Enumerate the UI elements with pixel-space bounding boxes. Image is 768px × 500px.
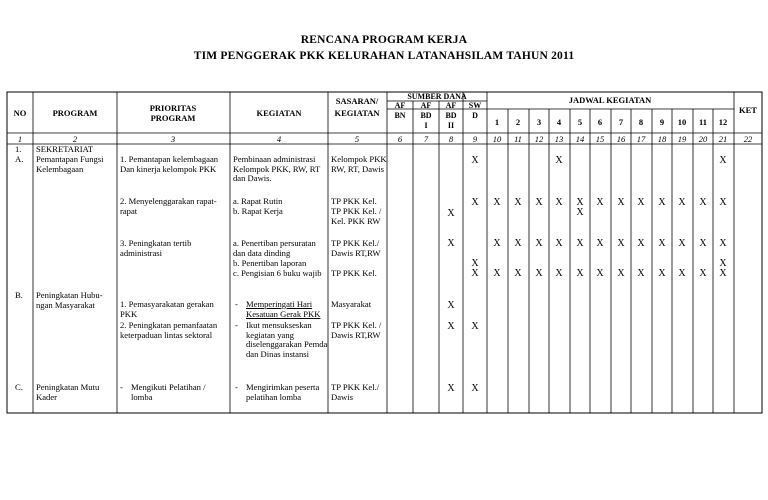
month-label: 7 (618, 117, 624, 127)
header-sasaran-kegiatan: KEGIATAN (334, 108, 380, 118)
month-label: 2 (515, 117, 521, 127)
header-sumber-dana: SUMBER DANA (407, 92, 467, 101)
column-number: 13 (554, 134, 564, 144)
schedule-mark: X (719, 155, 727, 166)
program-sekretariat: SEKRETARIAT (36, 144, 94, 154)
header-bd-i: I (424, 121, 428, 130)
schedule-mark: X (493, 268, 501, 279)
document-subtitle: TIM PENGGERAK PKK KELURAHAN LATANAHSILAM TAHUN 2011 (193, 50, 575, 62)
header-bd-2: BD (445, 111, 457, 120)
schedule-mark: X (555, 238, 563, 249)
column-number: 19 (677, 134, 687, 144)
header-ket: KET (739, 105, 757, 115)
sasaran-a2-1: TP PKK Kel. (331, 196, 377, 206)
schedule-mark: X (678, 197, 686, 208)
kegiatan-a1: Pembinaan administrasi Kelompok PKK, RW, RT dan Dawis. (233, 154, 321, 184)
schedule-mark: X (637, 238, 645, 249)
schedule-mark: X (658, 197, 666, 208)
month-label: 12 (718, 117, 728, 127)
schedule-mark: X (555, 155, 563, 166)
column-number: 14 (575, 134, 585, 144)
schedule-mark: X (555, 268, 563, 279)
schedule-mark: X (535, 268, 543, 279)
schedule-mark: X (617, 197, 625, 208)
row-number-a: A. (15, 154, 24, 164)
kegiatan-b2: Ikut mensukseskan kegiatan yang diselenggarakan Pemda dan Dinas instansi (246, 320, 328, 359)
schedule-mark: X (514, 197, 522, 208)
header-program: PROGRAM (52, 108, 98, 118)
header-bd-ii: II (447, 121, 455, 130)
schedule-mark: X (678, 268, 686, 279)
schedule-mark: X (596, 197, 604, 208)
schedule-mark: X (658, 268, 666, 279)
month-label: 10 (677, 117, 687, 127)
schedule-mark: X (471, 197, 479, 208)
schedule-mark: X (471, 383, 479, 394)
month-label: 9 (659, 117, 665, 127)
column-number: 10 (492, 134, 502, 144)
column-number: 3 (170, 134, 176, 144)
schedule-mark: X (719, 238, 727, 249)
header-sw: SW (468, 101, 482, 110)
month-label: 6 (597, 117, 603, 127)
schedule-mark: X (493, 197, 501, 208)
row-number-c: C. (15, 382, 23, 392)
month-label: 3 (536, 117, 542, 127)
month-label: 4 (556, 117, 562, 127)
kegiatan-a3-c: c. Pengisian 6 buku wajib (233, 268, 322, 278)
prioritas-b1: 1. Pemasyarakatan gerakan PKK (120, 299, 214, 319)
schedule-mark: X (535, 197, 543, 208)
sasaran-b1: Masyarakat (331, 299, 372, 309)
month-label: 1 (494, 117, 500, 127)
program-humas: Peningkatan Hubu-ngan Masyarakat (36, 290, 103, 310)
row-number-1: 1. (15, 144, 22, 154)
header-jadwal: JADWAL KEGIATAN (568, 95, 652, 105)
header-prioritas: PRIORITAS (149, 103, 197, 113)
header-af-2: AF (420, 101, 432, 110)
schedule-mark: X (596, 268, 604, 279)
schedule-mark: X (658, 238, 666, 249)
month-label: 8 (638, 117, 644, 127)
kegiatan-a2-a: a. Rapat Rutin (233, 196, 283, 206)
kegiatan-a2-b: b. Rapat Kerja (233, 206, 283, 216)
header-af-3: AF (445, 101, 457, 110)
header-prioritas-program: PROGRAM (150, 113, 196, 123)
prioritas-c1: Mengikuti Pelatihan / lomba (131, 382, 206, 402)
kegiatan-b1: Memperingati Hari Kesatuan Gerak PKK (246, 299, 321, 319)
prioritas-a3: 3. Peningkatan tertib administrasi (120, 238, 192, 258)
column-number: 9 (472, 134, 478, 144)
schedule-mark: X (514, 268, 522, 279)
column-number: 6 (397, 134, 403, 144)
dash-c1-kegiatan: - (235, 382, 238, 392)
prioritas-a2: 2. Menyelenggarakan rapat-rapat (120, 196, 217, 216)
schedule-mark: X (576, 207, 584, 218)
header-af-1: AF (394, 101, 406, 110)
schedule-mark: X (719, 268, 727, 279)
column-number: 7 (423, 134, 429, 144)
sasaran-a3-1: TP PKK Kel./ Dawis RT,RW (331, 238, 381, 258)
schedule-mark: X (535, 238, 543, 249)
schedule-mark: X (699, 238, 707, 249)
schedule-mark: X (576, 268, 584, 279)
prioritas-a1: 1. Pemantapan kelembagaan Dan kinerja kelompok PKK (120, 154, 219, 174)
sasaran-c1: TP PKK Kel./ Dawis (331, 382, 380, 402)
column-number: 1 (17, 134, 23, 144)
schedule-mark: X (699, 268, 707, 279)
month-label: 5 (577, 117, 583, 127)
column-number: 11 (514, 134, 522, 144)
header-bd-1: BD (420, 111, 432, 120)
prioritas-b2: 2. Peningkatan pemanfaatan keterpaduan lintas sektoral (120, 320, 218, 340)
sasaran-a1: Kelompok PKK RW, RT, Dawis (331, 154, 387, 174)
kegiatan-a3-b: b. Penertiban laporan (233, 258, 307, 268)
schedule-mark: X (637, 268, 645, 279)
kegiatan-c1: Mengirimkan peserta pelatihan lomba (246, 382, 320, 402)
schedule-mark: X (699, 197, 707, 208)
schedule-mark: X (514, 238, 522, 249)
schedule-mark: X (471, 155, 479, 166)
schedule-mark: X (447, 321, 455, 332)
month-label: 11 (698, 117, 708, 127)
sasaran-a3-2: TP PKK Kel. (331, 268, 377, 278)
document-title: RENCANA PROGRAM KERJA (300, 34, 468, 46)
sasaran-a2-2: TP PKK Kel. / Kel. PKK RW (331, 206, 382, 226)
schedule-mark: X (447, 300, 455, 311)
column-number: 5 (354, 134, 360, 144)
schedule-mark: X (447, 383, 455, 394)
schedule-mark: X (447, 238, 455, 249)
header-d: D (472, 111, 478, 120)
column-number: 22 (743, 134, 753, 144)
schedule-mark: X (576, 238, 584, 249)
header-no: NO (13, 108, 27, 118)
column-number: 21 (718, 134, 728, 144)
schedule-mark: X (555, 197, 563, 208)
schedule-mark: X (471, 258, 479, 269)
dash-c1: - (120, 382, 123, 392)
dash-b1: - (235, 299, 238, 309)
column-number: 16 (616, 134, 626, 144)
schedule-mark: X (471, 268, 479, 279)
program-mutu-kader: Peningkatan Mutu Kader (36, 382, 100, 402)
column-number: 17 (636, 134, 646, 144)
schedule-mark: X (719, 197, 727, 208)
column-number: 4 (276, 134, 282, 144)
schedule-mark: X (493, 238, 501, 249)
column-number: 2 (72, 134, 78, 144)
sasaran-b2: TP PKK Kel. / Dawis RT,RW (331, 320, 382, 340)
header-sasaran: SASARAN/ (335, 96, 379, 106)
dash-b2: - (235, 320, 238, 330)
schedule-mark: X (617, 268, 625, 279)
schedule-mark: X (596, 238, 604, 249)
column-number: 18 (657, 134, 667, 144)
column-number: 20 (698, 134, 708, 144)
schedule-mark: X (678, 238, 686, 249)
header-bn: BN (394, 111, 406, 120)
kegiatan-a3-a: a. Penertiban persuratan dan data dinding (233, 238, 316, 258)
schedule-mark: X (447, 208, 455, 219)
schedule-mark: X (471, 321, 479, 332)
row-number-b: B. (15, 290, 23, 300)
column-number: 12 (534, 134, 544, 144)
schedule-mark: X (719, 258, 727, 269)
schedule-mark: X (637, 197, 645, 208)
program-pemantapan: Pemantapan Fungsi Kelembagaan (36, 154, 104, 174)
header-kegiatan: KEGIATAN (256, 108, 302, 118)
column-number: 15 (595, 134, 605, 144)
column-number: 8 (448, 134, 454, 144)
schedule-mark: X (576, 197, 584, 208)
schedule-mark: X (617, 238, 625, 249)
